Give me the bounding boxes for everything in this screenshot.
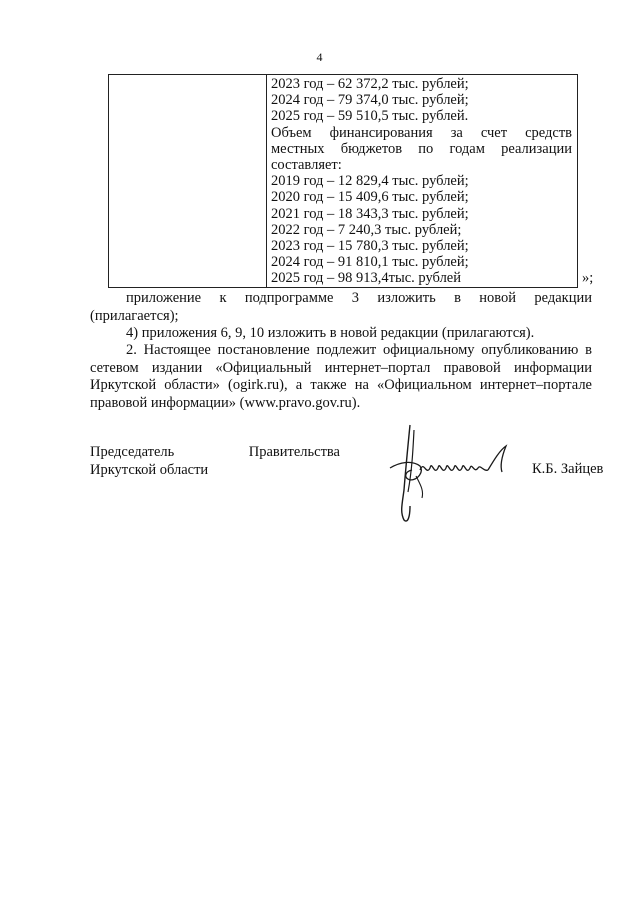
financing-line: 2025 год – 59 510,5 тыс. рублей. xyxy=(271,108,469,125)
signatory-title-line: Иркутской области xyxy=(90,462,209,478)
signatory-title-word: Правительства xyxy=(248,444,340,460)
local-financing-line: 2021 год – 18 343,3 тыс. рублей; xyxy=(271,205,469,222)
signatory-title-word: Председатель xyxy=(90,444,175,460)
closing-quote: »; xyxy=(582,270,594,286)
paragraph-appendices: 4) приложения 6, 9, 10 изложить в новой редакции (прилагаются). xyxy=(126,325,535,341)
local-financing-line: 2020 год – 15 409,6 тыс. рублей; xyxy=(271,189,469,206)
local-financing-line: 2023 год – 15 780,3 тыс. рублей; xyxy=(271,238,469,255)
page-number: 4 xyxy=(316,50,323,64)
local-financing-line: 2025 год – 98 913,4тыс. рублей xyxy=(271,270,462,287)
paragraph-line: правовой информации» (www.pravo.gov.ru). xyxy=(90,394,361,411)
signatory-name: К.Б. Зайцев xyxy=(532,461,604,477)
table-left-column xyxy=(109,75,267,287)
financing-table xyxy=(108,74,578,288)
local-financing-line: 2024 год – 91 810,1 тыс. рублей; xyxy=(271,254,469,271)
financing-line: 2023 год – 62 372,2 тыс. рублей; xyxy=(271,76,469,92)
paragraph-line: приложение к подпрограмме 3 изложить в новой редакции xyxy=(126,290,592,306)
local-budget-heading: Объем финансирования за счет средств xyxy=(271,124,572,141)
local-financing-line: 2022 год – 7 240,3 тыс. рублей; xyxy=(271,221,462,238)
paragraph-publication xyxy=(90,342,592,412)
paragraph-line: (прилагается); xyxy=(90,307,179,324)
local-budget-heading: местных бюджетов по годам реализации xyxy=(271,140,572,157)
local-budget-heading: составляет: xyxy=(271,157,342,174)
paragraph-line: сетевом издании «Официальный интернет–портал правовой информации xyxy=(90,359,592,376)
financing-line: 2024 год – 79 374,0 тыс. рублей; xyxy=(271,92,469,109)
signatory-title xyxy=(90,443,340,479)
paragraph-line: Иркутской области» (ogirk.ru), а также на «Официальном интернет–портале xyxy=(90,377,592,393)
table-right-column xyxy=(271,76,572,287)
local-financing-line: 2019 год – 12 829,4 тыс. рублей; xyxy=(271,173,469,190)
paragraph-appendix-3 xyxy=(90,290,592,325)
paragraph-line: 2. Настоящее постановление подлежит официальному опубликованию в xyxy=(126,342,592,358)
handwritten-signature xyxy=(380,420,530,530)
